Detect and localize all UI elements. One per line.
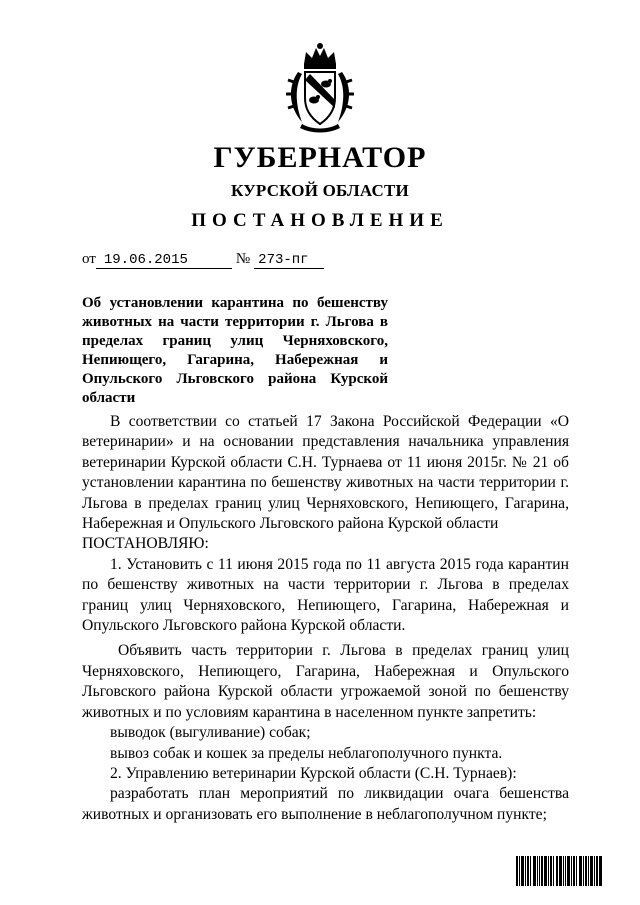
document-body xyxy=(82,412,569,825)
ban-2-paragraph: вывоз собак и кошек за пределы неблагополучного пункта. xyxy=(110,744,503,762)
item-1-paragraph: 1. Установить с 11 июня 2015 года по 11 августа 2015 года карантин по бешенству животных на части территории г. Льгова в пределах границ улиц Черняховского, Непиющего, Гагарина, Набережная и Опульского Льговского района Курской области. xyxy=(82,555,569,635)
preamble-paragraph: В соответствии со статьей 17 Закона Российской Федерации «О ветеринарии» и на основании представления начальника управления ветеринарии Курской области С.Н. Турнаева от 11 июня 2015г. № 21 об установлении карантина по бешенству животных на части территории г. Льгова в пределах границ улиц Черняховского, Непиющего, Гагарина, Набережная и Опульского Льговского района Курской области xyxy=(82,413,569,533)
document-subject: Об установлении карантина по бешенству животных на части территории г. Льгова в пределах границ улиц Черняховского, Непиющего, Гагарина, Набережная и Опульского Льговского района Курской области xyxy=(82,295,388,406)
registration-line xyxy=(82,251,324,269)
decree-word: ПОСТАНОВЛЯЮ: xyxy=(82,535,209,553)
issuer-title: ГУБЕРНАТОР xyxy=(213,141,427,174)
number-label: № xyxy=(235,251,251,267)
barcode-icon xyxy=(516,856,602,886)
document-date: 19.06.2015 xyxy=(96,252,232,269)
document-type: ПОСТАНОВЛЕНИЕ xyxy=(191,210,449,231)
document-number: 273-пг xyxy=(254,252,324,269)
date-label: от xyxy=(82,251,96,267)
issuer-region: КУРСКОЙ ОБЛАСТИ xyxy=(231,181,409,200)
item-1-zone-paragraph: Объявить часть территории г. Льгова в пределах границ улиц Черняховского, Непиющего, Гагарина, Набережная и Опульского Льговского района Курской области угрожаемой зоной по бешенству животных и по условиям карантина в населенном пункте запретить: xyxy=(82,642,569,721)
item-2-a-paragraph: разработать план мероприятий по ликвидации очага бешенства животных и организовать его выполнение в неблагополучном пункте; xyxy=(82,785,569,823)
item-2-paragraph: 2. Управлению ветеринарии Курской области (С.Н. Турнаев): xyxy=(110,764,517,782)
coat-of-arms-icon xyxy=(284,42,356,134)
ban-1-paragraph: выводок (выгуливание) собак; xyxy=(110,724,311,742)
